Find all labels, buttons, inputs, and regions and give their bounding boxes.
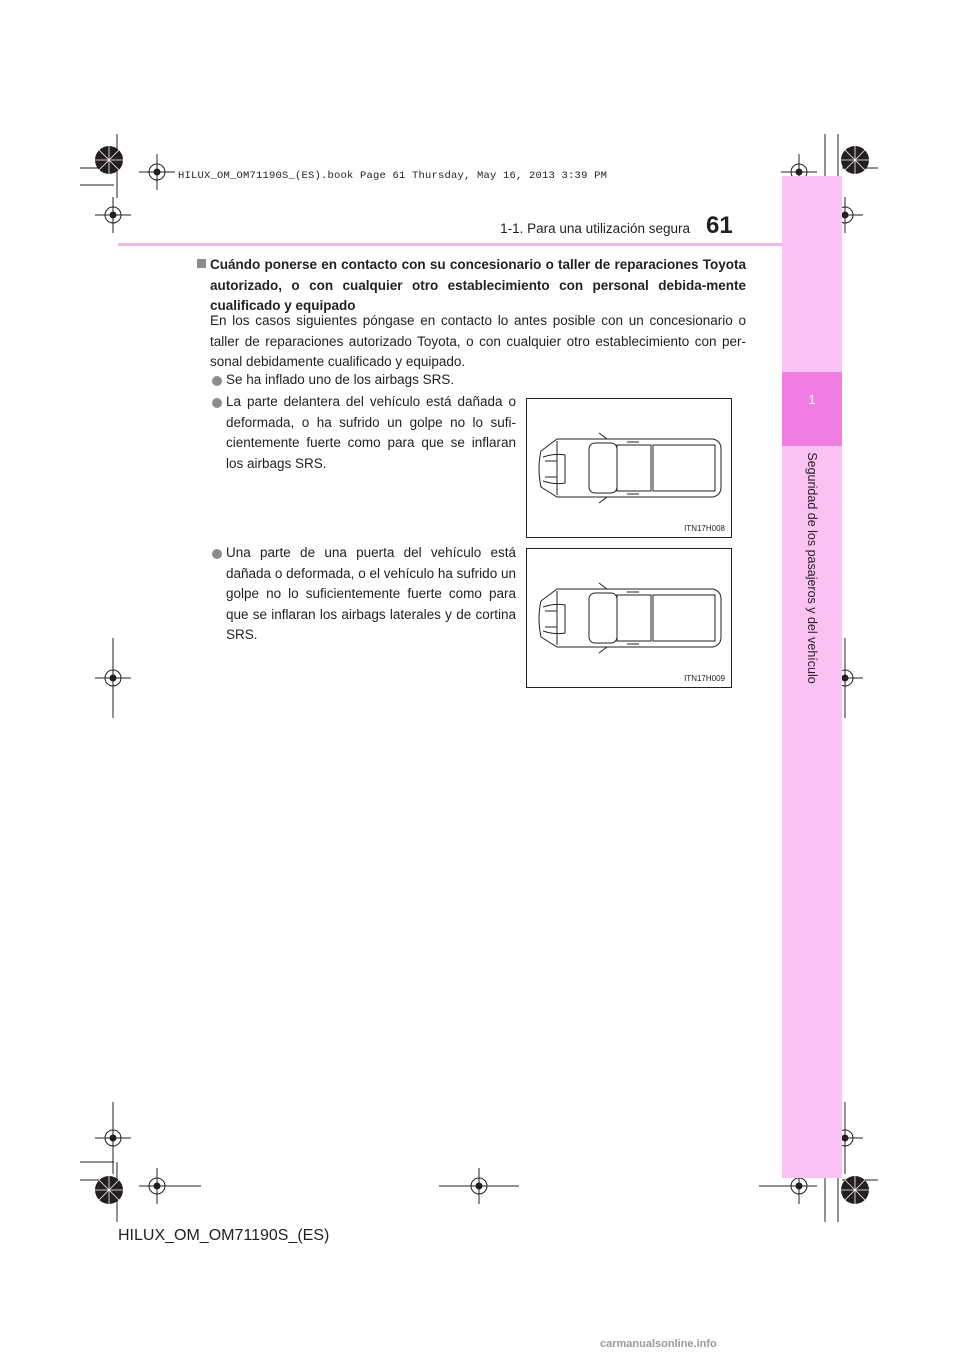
- bullet-item: La parte delantera del vehículo está dañada o deformada, o ha sufrido un golpe no lo sufi-cientemente fuerte como para que se inflaran los airbags SRS.: [226, 394, 516, 471]
- vehicle-front-damage-figure: [526, 398, 732, 538]
- chapter-title: Seguridad de los pasajeros y del vehículo: [805, 452, 819, 684]
- vehicle-top-view-icon: [527, 399, 731, 537]
- vehicle-top-view-icon: [527, 549, 731, 687]
- starburst-icon: [841, 146, 869, 174]
- figure-code: ITN17H009: [684, 674, 725, 683]
- vehicle-side-damage-figure: [526, 548, 732, 688]
- figure-code: ITN17H008: [684, 524, 725, 533]
- crosshair-target-icon: [439, 1168, 519, 1204]
- starburst-icon: [841, 1176, 869, 1204]
- bullet-item: Una parte de una puerta del vehículo está dañada o deformada, o el vehículo ha sufrido un golpe no lo suficientemente fuerte como para que se inflaran los airbags laterales y de cortina SRS.: [226, 545, 516, 642]
- intro-paragraph: En los casos siguientes póngase en contacto lo antes posible con un concesionario o taller de reparaciones autorizado Toyota, o con cualquier otro establecimiento con per-sonal debidamente cualificado y equipado.: [210, 313, 746, 369]
- square-bullet-icon: [197, 259, 206, 268]
- footer-model-code: HILUX_OM_OM71190S_(ES): [118, 1227, 330, 1244]
- crosshair-target-icon: [95, 197, 131, 233]
- book-meta-line: HILUX_OM_OM71190S_(ES).book Page 61 Thursday, May 16, 2013 3:39 PM: [178, 170, 608, 182]
- bullet-item: Se ha inflado uno de los airbags SRS.: [226, 372, 455, 387]
- starburst-icon: [95, 146, 123, 174]
- watermark: carmanualsonline.info: [600, 1338, 717, 1350]
- crosshair-target-icon: [95, 638, 131, 718]
- section-title: 1-1. Para una utilización segura: [500, 221, 690, 236]
- starburst-icon: [95, 1176, 123, 1204]
- round-bullet-icon: [212, 376, 222, 386]
- section-heading: Cuándo ponerse en contacto con su concesionario o taller de reparaciones Toyota autorizado, o con cualquier otro establecimiento con personal debida-mente cualificado y equipado: [210, 257, 746, 313]
- crosshair-target-icon: [95, 1102, 131, 1174]
- chapter-number-block: [782, 372, 842, 446]
- chapter-number: 1: [808, 392, 816, 407]
- crosshair-target-icon: [139, 1168, 201, 1204]
- crosshair-target-icon: [139, 154, 175, 190]
- header-rule: [118, 243, 782, 246]
- round-bullet-icon: [212, 549, 222, 559]
- page-number: 61: [706, 212, 733, 239]
- round-bullet-icon: [212, 398, 222, 408]
